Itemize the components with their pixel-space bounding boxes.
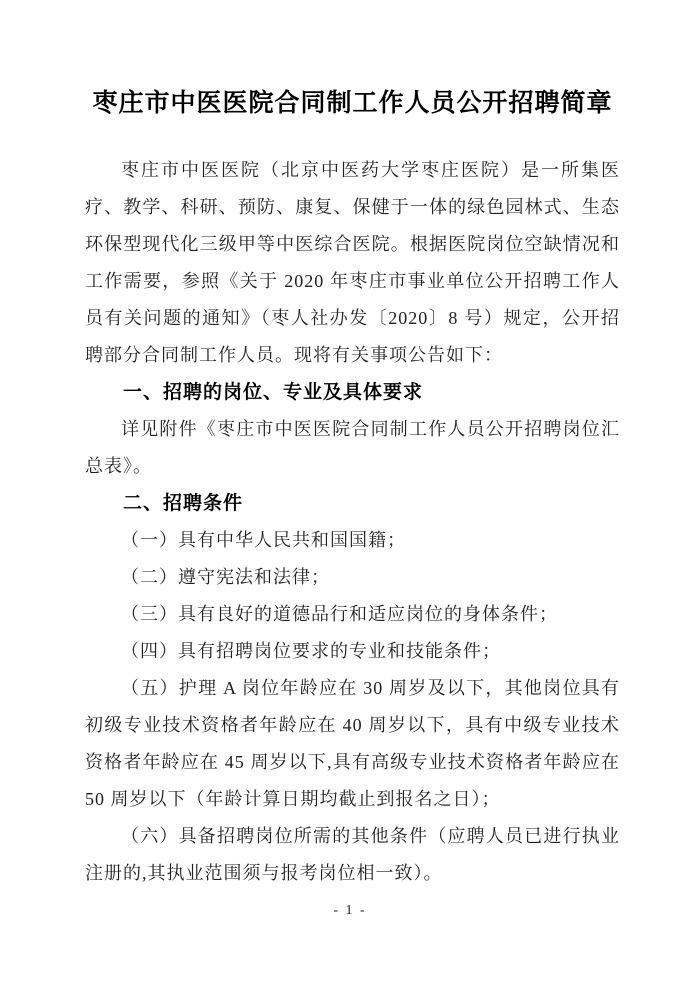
section-2-item-3: （三）具有良好的道德品行和适应岗位的身体条件； xyxy=(121,604,558,624)
section-2-item-1: （一）具有中华人民共和国国籍； xyxy=(121,530,406,550)
section-2-item-5: （五）护理 A 岗位年龄应在 30 周岁及以下，其他岗位具有初级专业技术资格者年龄应在 40 周岁以下，具有中级专业技术资格者年龄应在 45 周岁以下,具有高级专业技术资格者年龄应在 50 周岁以下（年龄计算日期均截止到报名之日）； xyxy=(85,678,620,809)
section-2-item-4: （四）具有招聘岗位要求的专业和技能条件； xyxy=(121,641,501,661)
section-2-item-2: （二）遵守宪法和法律； xyxy=(121,567,330,587)
document-title: 枣庄市中医医院合同制工作人员公开招聘简章 xyxy=(92,89,613,117)
section-2-heading: 二、招聘条件 xyxy=(123,493,244,514)
section-2-item-6: （六）具备招聘岗位所需的其他条件（应聘人员已进行执业注册的,其执业范围须与报考岗位相一致）。 xyxy=(85,826,620,883)
section-1-paragraph-1: 详见附件《枣庄市中医医院合同制工作人员公开招聘岗位汇总表》。 xyxy=(85,419,620,476)
intro-paragraph: 枣庄市中医医院（北京中医药大学枣庄医院）是一所集医疗、教学、科研、预防、康复、保健于一体的绿色园林式、生态环保型现代化三级甲等中医综合医院。根据医院岗位空缺情况和工作需要，参照《关于 2020 年枣庄市事业单位公开招聘工作人员有关问题的通知》（枣人社办发〔2020〕8 号）规定，公开招聘部分合同制工作人员。现将有关事项公告如下： xyxy=(85,160,620,365)
section-1-heading: 一、招聘的岗位、专业及具体要求 xyxy=(123,382,424,403)
page-number: - 1 - xyxy=(333,903,367,918)
